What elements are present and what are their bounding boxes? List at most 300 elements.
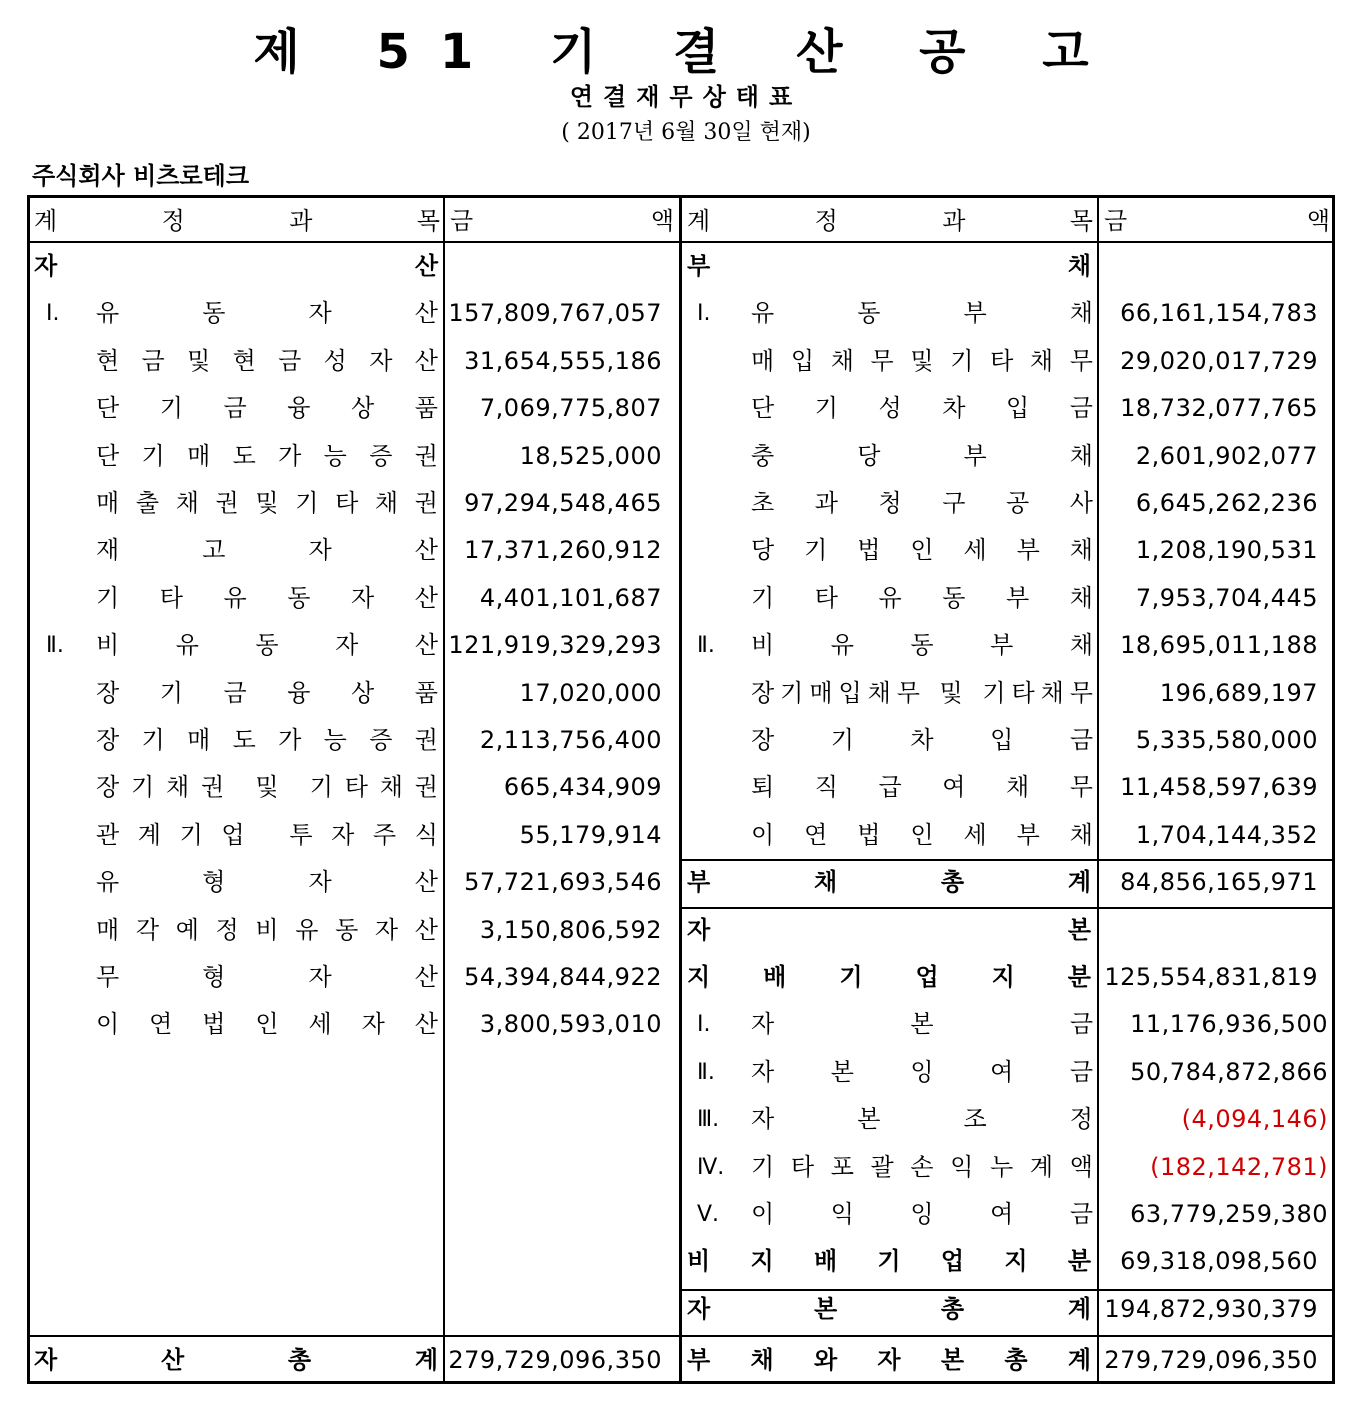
- liability-amount: 7,953,704,445: [1135, 583, 1318, 612]
- grand-total-label-char: 자: [877, 1346, 901, 1374]
- asset-row-label-char: 산: [414, 346, 438, 375]
- liability-row-label: [751, 575, 1093, 622]
- asset-row-label: [96, 954, 438, 1001]
- liability-row-label-char: 충: [751, 441, 775, 470]
- asset-amount: 55,179,914: [519, 820, 662, 849]
- equity-row-label-char: 자: [751, 1105, 775, 1134]
- asset-row-label-char: 동: [202, 299, 226, 328]
- liability-row-label: [751, 812, 1093, 859]
- header-char: 과: [289, 207, 313, 235]
- header-char: 목: [416, 207, 440, 235]
- liability-row-label: [751, 290, 1093, 337]
- equity-row-label-char: 익: [950, 1152, 974, 1181]
- liability-row-label-char: 채: [1006, 773, 1030, 802]
- equity-row-label-char: 금: [1069, 1057, 1093, 1086]
- controlling-interest-amount: 125,554,831,819: [1104, 963, 1318, 991]
- table-header-cell: [687, 198, 1093, 244]
- asset-row-label-char: 장: [96, 726, 120, 754]
- controlling-interest-label-char: 분: [1067, 963, 1091, 991]
- asset-row-label-char: 현: [96, 346, 120, 375]
- liability-row-label-char: 채: [1029, 346, 1054, 375]
- noncontrolling-interest-label-char: 지: [1004, 1247, 1028, 1276]
- asset-row-label: [96, 433, 438, 480]
- liability-row-label-char: 부: [1006, 583, 1030, 612]
- asset-row-label-char: 유: [223, 583, 247, 612]
- asset-row-label-char: 기: [141, 726, 165, 754]
- asset-row-label-char: 융: [287, 394, 311, 423]
- asset-row-label-char: 자: [308, 963, 332, 991]
- liability-row-label-char: 기: [751, 583, 775, 612]
- liability-amount: 18,695,011,188: [1120, 631, 1318, 660]
- asset-row-label-char: [290, 764, 298, 811]
- asset-row-label-char: 상: [351, 394, 375, 423]
- liability-row-label-char: 타: [814, 583, 838, 612]
- liability-row-label-char: 당: [751, 536, 775, 565]
- liability-row-label-char: 유: [830, 631, 854, 660]
- grand-total-label-char: 계: [1067, 1346, 1091, 1374]
- liability-row-label-char: 인: [910, 536, 934, 565]
- roman-numeral: Ⅳ.: [697, 1154, 725, 1180]
- liability-amount: 5,335,580,000: [1135, 726, 1318, 754]
- equity-row-label-char: 조: [963, 1105, 987, 1134]
- asset-amount: 4,401,101,687: [479, 583, 662, 612]
- asset-row-label-char: 상: [351, 678, 375, 707]
- section-equity-char: 자: [687, 915, 711, 944]
- header-char: 금: [1104, 207, 1128, 235]
- noncontrolling-interest-label-char: 배: [813, 1247, 838, 1276]
- equity-amount: 11,176,936,500: [1130, 1010, 1328, 1039]
- liability-row-label: [751, 338, 1093, 385]
- asset-amount: 121,919,329,293: [448, 631, 662, 660]
- equity-row-label-char: 본: [830, 1057, 854, 1086]
- liability-row-label-char: 장: [751, 726, 775, 754]
- header-char: 정: [814, 207, 838, 235]
- liability-row-label-char: 기: [830, 726, 854, 754]
- table-header-cell: [450, 198, 674, 244]
- total-assets-label-char: 자: [34, 1346, 58, 1374]
- grand-total-label: [687, 1337, 1091, 1384]
- header-char: 목: [1069, 207, 1093, 235]
- section-assets: [34, 243, 438, 290]
- header-char: 액: [1306, 207, 1330, 235]
- equity-row-label: [751, 1144, 1093, 1191]
- asset-row-label-char: 장: [96, 773, 120, 802]
- equity-row-label: [751, 1191, 1093, 1238]
- asset-row-label-char: 산: [414, 868, 438, 897]
- asset-row-label-char: 품: [414, 678, 438, 707]
- section-assets-char: 산: [414, 252, 438, 280]
- asset-row-label-char: 도: [232, 726, 256, 754]
- liability-amount: 1,208,190,531: [1135, 536, 1318, 565]
- liability-row-label-char: 채: [1069, 631, 1093, 660]
- equity-row-label-char: 정: [1069, 1105, 1093, 1134]
- asset-row-label-char: 산: [414, 536, 438, 565]
- asset-amount: 3,800,593,010: [479, 1010, 662, 1039]
- asset-row-label-char: 동: [287, 583, 311, 612]
- asset-row-label-char: 품: [414, 394, 438, 423]
- asset-row-label: [96, 717, 438, 764]
- roman-numeral: Ⅲ.: [697, 1107, 720, 1133]
- asset-amount: 665,434,909: [503, 773, 662, 802]
- liability-row-label-char: 입: [838, 678, 862, 707]
- liability-row-label-char: 세: [963, 536, 987, 565]
- asset-row-label-char: 채: [165, 773, 190, 802]
- liability-row-label: [751, 480, 1093, 527]
- asset-row-label-char: 식: [414, 820, 438, 849]
- equity-row-label-char: 액: [1069, 1152, 1093, 1181]
- liability-row-label-char: 차: [942, 394, 966, 423]
- liability-row-label-char: 무: [1069, 773, 1093, 802]
- asset-row-label-char: 기: [96, 583, 120, 612]
- liability-row-label: [751, 622, 1093, 669]
- asset-row-label-char: 산: [414, 299, 438, 328]
- asset-amount: 17,020,000: [519, 678, 662, 707]
- liability-row-label-char: 초: [751, 489, 775, 517]
- asset-row-label: [96, 290, 438, 337]
- asset-row-label-char: 동: [335, 915, 359, 944]
- liability-row-label-char: 매: [751, 346, 775, 375]
- liability-row-label-char: 금: [1069, 726, 1093, 754]
- asset-row-label-char: 금: [223, 394, 247, 423]
- total-assets-amount: 279,729,096,350: [448, 1346, 662, 1374]
- equity-row-label-char: 잉: [910, 1057, 934, 1086]
- liability-row-label-char: 급: [878, 773, 902, 802]
- asset-row-label: [96, 670, 438, 717]
- asset-row-label-char: 재: [96, 536, 120, 565]
- equity-amount: 63,779,259,380: [1130, 1200, 1328, 1228]
- liability-row-label-char: 입: [790, 346, 815, 375]
- asset-row-label: [96, 907, 438, 954]
- liability-row-label-char: 부: [1016, 536, 1040, 565]
- liability-row-label-char: 부: [963, 299, 987, 328]
- roman-numeral: Ⅰ.: [697, 1012, 711, 1038]
- asset-row-label-char: 투: [289, 820, 313, 849]
- asset-row-label-char: 기: [159, 394, 183, 423]
- column-divider: [1097, 195, 1099, 1384]
- liability-row-label-char: 사: [1069, 489, 1093, 517]
- asset-row-label-char: 예: [175, 915, 199, 944]
- liability-row-label-char: 법: [857, 536, 881, 565]
- equity-amount: (182,142,781): [1150, 1152, 1328, 1181]
- controlling-interest-label-char: 지: [991, 963, 1015, 991]
- liability-row-label-char: 및: [939, 678, 963, 707]
- asset-row-label-char: 매: [96, 915, 120, 944]
- section-equity: [687, 907, 1091, 954]
- equity-row-label-char: 기: [751, 1152, 775, 1181]
- roman-numeral: Ⅱ.: [697, 1059, 715, 1085]
- equity-row-label-char: 본: [910, 1010, 934, 1039]
- noncontrolling-interest-label: [687, 1238, 1091, 1285]
- asset-row-label-char: 법: [202, 1010, 226, 1039]
- total-assets-label: [34, 1337, 438, 1384]
- liability-row-label-char: 공: [1006, 489, 1030, 517]
- asset-row-label-char: 산: [414, 583, 438, 612]
- asset-row-label-char: 무: [96, 963, 120, 991]
- asset-row-label-char: 능: [323, 726, 347, 754]
- roman-numeral: Ⅱ.: [697, 633, 715, 659]
- liability-row-label-char: 법: [857, 820, 881, 849]
- asset-row-label-char: 산: [414, 963, 438, 991]
- noncontrolling-interest-label-char: 분: [1067, 1247, 1091, 1276]
- total-liabilities-label-char: 총: [940, 868, 965, 897]
- liability-row-label-char: 입: [990, 726, 1014, 754]
- asset-row-label-char: 권: [414, 441, 438, 470]
- asset-row-label-char: 및: [187, 346, 211, 375]
- asset-row-label-char: 타: [159, 583, 183, 612]
- liability-row-label-char: 입: [1006, 394, 1030, 423]
- header-char: 액: [650, 207, 674, 235]
- asset-row-label-char: 기: [179, 820, 203, 849]
- liability-row-label-char: 구: [942, 489, 966, 517]
- liability-row-label-char: 타: [990, 346, 1014, 375]
- liability-row-label-char: 기: [814, 394, 838, 423]
- liability-row-label-char: 여: [942, 773, 966, 802]
- equity-row-label-char: 여: [990, 1057, 1014, 1086]
- grand-total-label-char: 본: [940, 1346, 965, 1374]
- equity-row-label-char: 누: [990, 1152, 1014, 1181]
- total-equity-label-char: 자: [687, 1294, 711, 1323]
- asset-row-label-char: 자: [331, 820, 355, 849]
- equity-row-label-char: 포: [830, 1152, 854, 1181]
- asset-row-label-char: 단: [96, 394, 120, 423]
- asset-row-label-char: 유: [96, 299, 120, 328]
- liability-row-label-char: 직: [814, 773, 838, 802]
- asset-row-label-char: 자: [369, 346, 393, 375]
- liability-row-label-char: 비: [751, 631, 775, 660]
- equity-row-label-char: 괄: [870, 1152, 894, 1181]
- equity-row-label-char: 손: [910, 1152, 934, 1181]
- liability-row-label-char: 채: [830, 346, 854, 375]
- asset-row-label-char: 금: [141, 346, 165, 375]
- liability-amount: 6,645,262,236: [1135, 489, 1318, 517]
- asset-row-label: [96, 480, 438, 527]
- liability-row-label-char: 장: [751, 678, 775, 707]
- asset-row-label-char: 단: [96, 441, 120, 470]
- roman-numeral: Ⅴ.: [697, 1202, 720, 1227]
- asset-row-label-char: 능: [323, 441, 347, 470]
- asset-row-label-char: 산: [414, 915, 438, 944]
- asset-amount: 157,809,767,057: [448, 299, 662, 328]
- grand-total-label-char: 와: [813, 1346, 838, 1374]
- asset-row-label-char: [236, 764, 244, 811]
- header-char: 계: [34, 207, 58, 235]
- asset-row-label-char: 유: [96, 868, 120, 897]
- equity-row-label: [751, 1001, 1093, 1048]
- liability-row-label: [751, 717, 1093, 764]
- liability-row-label-char: 타: [1011, 678, 1035, 707]
- statement-date: ( 2017년 6월 30일 현재): [561, 120, 811, 145]
- asset-row-label-char: 자: [308, 868, 332, 897]
- liability-row-label-char: 채: [1069, 583, 1093, 612]
- equity-row-label-char: 이: [751, 1200, 775, 1228]
- liability-row-label-char: 기: [804, 536, 828, 565]
- noncontrolling-interest-label-char: 업: [940, 1247, 965, 1276]
- asset-row-label-char: 연: [149, 1010, 173, 1039]
- total-liabilities-amount: 84,856,165,971: [1120, 868, 1318, 897]
- header-char: 과: [942, 207, 966, 235]
- asset-row-label-char: 비: [96, 631, 120, 660]
- grand-total-label-char: 총: [1004, 1346, 1028, 1374]
- liability-row-label-char: 이: [751, 820, 775, 849]
- liability-row-label-char: 퇴: [751, 773, 775, 802]
- asset-amount: 18,525,000: [519, 441, 662, 470]
- asset-row-label-char: 금: [223, 678, 247, 707]
- total-liabilities-label: [687, 859, 1091, 906]
- liability-row-label-char: 성: [878, 394, 902, 423]
- equity-row-label-char: 자: [751, 1057, 775, 1086]
- asset-row-label: [96, 622, 438, 669]
- company-name: 주식회사 비츠로테크: [32, 162, 250, 190]
- asset-amount: 17,371,260,912: [464, 536, 662, 565]
- asset-row-label-char: 자: [361, 1010, 385, 1039]
- asset-amount: 3,150,806,592: [479, 915, 662, 944]
- equity-row-label-char: 자: [751, 1010, 775, 1039]
- asset-row-label-char: 정: [215, 915, 239, 944]
- liability-row-label-char: 동: [910, 631, 934, 660]
- asset-row-label-char: 권: [414, 726, 438, 754]
- asset-row-label-char: 융: [287, 678, 311, 707]
- asset-row-label-char: 출: [135, 489, 160, 517]
- equity-row-label-char: 본: [857, 1105, 881, 1134]
- asset-row-label-char: 기: [141, 441, 165, 470]
- asset-amount: 2,113,756,400: [479, 726, 662, 754]
- liability-row-label-char: 세: [963, 820, 987, 849]
- liability-row-label-char: 부: [1016, 820, 1040, 849]
- liability-row-label-char: 무: [1069, 346, 1093, 375]
- controlling-interest-label-char: 기: [839, 963, 863, 991]
- liability-row-label: [751, 527, 1093, 574]
- asset-row-label-char: 및: [255, 773, 279, 802]
- total-equity-amount: 194,872,930,379: [1104, 1294, 1318, 1323]
- asset-row-label-char: 형: [202, 868, 226, 897]
- noncontrolling-interest-label-char: 비: [687, 1247, 711, 1276]
- total-liabilities-label-char: 계: [1067, 868, 1091, 897]
- asset-row-label-char: 매: [96, 489, 120, 517]
- liability-row-label-char: 동: [857, 299, 881, 328]
- liability-row-label-char: 과: [814, 489, 838, 517]
- liability-row-label-char: 청: [878, 489, 902, 517]
- section-liabilities-char: 부: [687, 252, 711, 280]
- asset-row-label-char: [263, 812, 271, 859]
- asset-row-label-char: 도: [232, 441, 256, 470]
- asset-row-label-char: 채: [175, 489, 199, 517]
- asset-row-label-char: 증: [369, 726, 393, 754]
- equity-amount: (4,094,146): [1181, 1105, 1328, 1134]
- section-equity-char: 본: [1067, 915, 1091, 944]
- asset-row-label-char: 매: [187, 441, 211, 470]
- statement-subtitle: 연결재무상태표: [569, 83, 803, 111]
- liability-row-label: [751, 764, 1093, 811]
- liability-row-label-char: 유: [878, 583, 902, 612]
- total-liabilities-label-char: 부: [687, 868, 711, 897]
- liability-row-label: [751, 433, 1093, 480]
- liability-row-label-char: 인: [910, 820, 934, 849]
- asset-row-label-char: 및: [255, 489, 279, 517]
- asset-row-label-char: 타: [344, 773, 368, 802]
- liability-row-label-char: 기: [780, 678, 804, 707]
- asset-row-label: [96, 527, 438, 574]
- liability-row-label-char: 동: [942, 583, 966, 612]
- header-char: 정: [161, 207, 185, 235]
- asset-row-label-char: 매: [187, 726, 211, 754]
- asset-row-label-char: 권: [200, 773, 225, 802]
- liability-amount: 66,161,154,783: [1120, 299, 1318, 328]
- controlling-interest-label: [687, 954, 1091, 1001]
- liability-row-label-char: 당: [857, 441, 881, 470]
- liability-row-label: [751, 385, 1093, 432]
- grand-total-label-char: 부: [687, 1346, 711, 1374]
- total-equity-label: [687, 1286, 1091, 1333]
- equity-row-label-char: 익: [830, 1200, 854, 1228]
- asset-row-label-char: 채: [374, 489, 399, 517]
- total-equity-label-char: 본: [813, 1294, 838, 1323]
- roman-numeral: Ⅰ.: [697, 301, 711, 327]
- equity-row-label-char: 금: [1069, 1200, 1093, 1228]
- controlling-interest-label-char: 업: [915, 963, 939, 991]
- total-assets-label-char: 총: [287, 1346, 312, 1374]
- asset-row-label-char: 기: [130, 773, 155, 802]
- asset-row-label-char: 가: [278, 441, 302, 470]
- liability-row-label-char: 및: [910, 346, 934, 375]
- equity-row-label-char: 금: [1069, 1010, 1093, 1039]
- liability-amount: 29,020,017,729: [1120, 346, 1318, 375]
- noncontrolling-interest-amount: 69,318,098,560: [1120, 1247, 1318, 1276]
- asset-amount: 54,394,844,922: [464, 963, 662, 991]
- total-assets-label-char: 산: [160, 1346, 185, 1374]
- asset-row-label-char: 자: [308, 299, 332, 328]
- asset-amount: 31,654,555,186: [464, 346, 662, 375]
- liability-row-label-char: 유: [751, 299, 775, 328]
- header-char: 금: [450, 207, 474, 235]
- column-divider-center: [679, 195, 682, 1384]
- liability-row-label-char: 금: [1069, 394, 1093, 423]
- section-liabilities: [687, 243, 1091, 290]
- liability-row-label-char: 차: [910, 726, 934, 754]
- asset-row-label-char: 각: [135, 915, 160, 944]
- table-header-cell: [1104, 198, 1330, 244]
- liability-row-label-char: 부: [990, 631, 1014, 660]
- controlling-interest-label-char: 배: [763, 963, 787, 991]
- asset-row-label-char: 자: [335, 631, 359, 660]
- liability-row-label-char: 채: [867, 678, 891, 707]
- roman-numeral: Ⅱ.: [46, 633, 64, 659]
- total-equity-label-char: 총: [940, 1294, 965, 1323]
- liability-row-label-char: 채: [1040, 678, 1064, 707]
- liability-row-label-char: [926, 670, 934, 717]
- asset-row-label-char: 증: [369, 441, 393, 470]
- liability-row-label-char: 무: [1069, 678, 1093, 707]
- total-assets-label-char: 계: [414, 1346, 438, 1374]
- liability-row-label-char: 매: [809, 678, 833, 707]
- section-assets-char: 자: [34, 252, 58, 280]
- asset-amount: 57,721,693,546: [464, 868, 662, 897]
- asset-row-label-char: 동: [255, 631, 279, 660]
- liability-row-label-char: 채: [1069, 536, 1093, 565]
- asset-row-label-char: 장: [96, 678, 120, 707]
- asset-row-label-char: 고: [202, 536, 226, 565]
- grand-total-amount: 279,729,096,350: [1104, 1346, 1318, 1374]
- column-divider: [443, 195, 445, 1384]
- asset-row-label-char: 권: [215, 489, 239, 517]
- asset-row-label-char: 유: [175, 631, 199, 660]
- asset-row-label-char: 기: [159, 678, 183, 707]
- asset-row-label: [96, 859, 438, 906]
- asset-row-label: [96, 764, 438, 811]
- asset-row-label-char: 세: [308, 1010, 332, 1039]
- asset-row-label-char: 기: [295, 489, 319, 517]
- asset-row-label-char: 권: [414, 773, 438, 802]
- equity-amount: 50,784,872,866: [1130, 1057, 1328, 1086]
